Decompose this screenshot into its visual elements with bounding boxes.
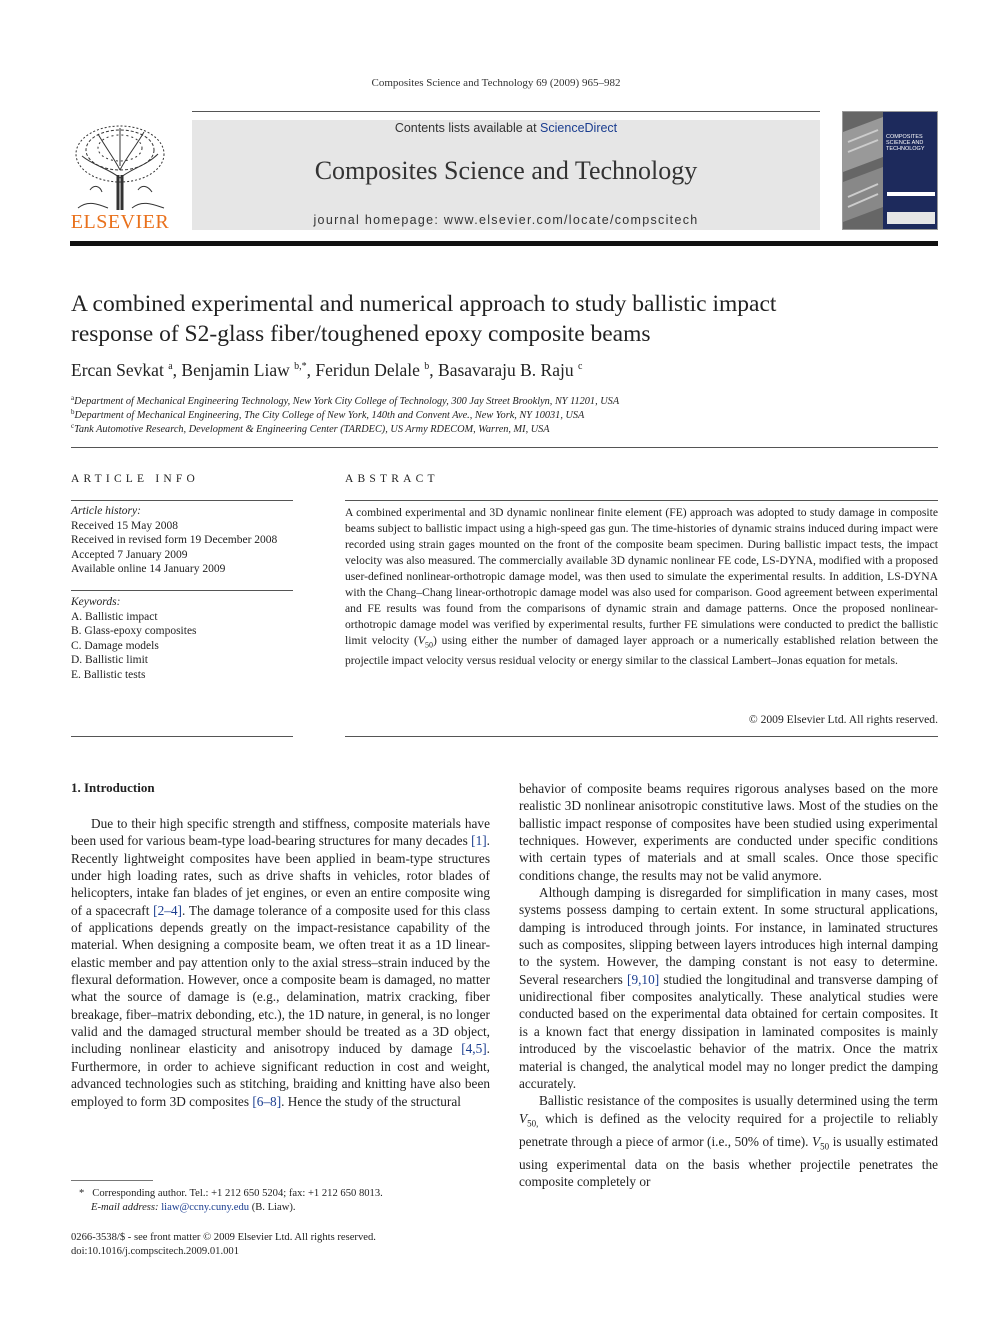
title-line-1: A combined experimental and numerical approach to study ballistic impact bbox=[71, 291, 777, 317]
affiliation-text: Department of Mechanical Engineering Technology, New York City College of Technology, 300 Jay Street Brooklyn, NY 11201, USA bbox=[74, 396, 620, 407]
intro-paragraph-1-cont: behavior of composite beams requires rigorous analyses based on the more realistic 3D nonlinear anisotropic constitutive laws. Most of the studies on the ballistic impact response of composites have been studied using experimental techniques. However, experiments are conducted under specific conditions with certain types of materials and at small scales. Once those specific conditions change, the results may not be valid anymore. bbox=[519, 781, 938, 883]
text-run: studied the longitudinal and transverse damping of unidirectional fiber composites analytically. These analytical studies were conducted based on the experimental data obtained for certain composites. It is a known fact that energy dissipation in laminated composites is mainly introduced by the viscoelastic behavior of the matrix. Once the matrix material is changed, the analytical model may no longer predict the damping accurately. bbox=[519, 971, 938, 1091]
v50-subscript: 50 bbox=[820, 1141, 830, 1152]
author-name[interactable]: Feridun Delale bbox=[315, 360, 420, 380]
journal-homepage[interactable]: journal homepage: www.elsevier.com/locate/compscitech bbox=[313, 213, 699, 227]
author-affiliation-mark: b bbox=[424, 361, 430, 372]
email-link[interactable]: liaw@ccny.cuny.edu bbox=[161, 1202, 250, 1213]
intro-paragraph-1 bbox=[71, 815, 490, 1110]
sciencedirect-link[interactable]: ScienceDirect bbox=[540, 121, 618, 135]
keywords-rule bbox=[71, 590, 293, 591]
keyword-item: C. Damage models bbox=[71, 639, 159, 652]
affiliation-mark: c bbox=[71, 422, 75, 430]
footnote-rule bbox=[71, 1180, 153, 1181]
history-label: Article history: bbox=[71, 505, 141, 517]
journal-cover-thumbnail bbox=[842, 111, 938, 230]
v50-symbol: V bbox=[519, 1110, 528, 1126]
author-affiliation-mark: b,* bbox=[294, 361, 307, 372]
author-name[interactable]: Ercan Sevkat bbox=[71, 360, 164, 380]
reference-link[interactable]: [4,5] bbox=[461, 1041, 487, 1057]
cover-title: COMPOSITES SCIENCE AND TECHNOLOGY bbox=[886, 134, 925, 152]
right-column-text bbox=[519, 780, 938, 1190]
affiliation-a bbox=[71, 394, 619, 407]
text-run: . Furthermore, in order to achieve significant reduction in cost and weight, advanced technologies such as stitching, braiding and knitting have also been employed to form 3D composites bbox=[71, 1041, 490, 1109]
footnote-mark: * bbox=[79, 1188, 85, 1199]
text-run: Although damping is disregarded for simplification in many cases, most systems possess damping to certain extent. In some structural applications, damping is introduced through joints. For instance, in laminated structures such as composites, slipping between layers introduces high internal damping to the system. However, the damping constant is not easy to determine. Several researchers bbox=[519, 885, 938, 987]
email-label: E-mail address: bbox=[91, 1202, 162, 1213]
affiliation-text: Department of Mechanical Engineering, The City College of New York, 140th and Convent Ave., New York, NY 10031, USA bbox=[74, 410, 585, 421]
journal-title: Composites Science and Technology bbox=[314, 156, 698, 185]
text-run: . The damage tolerance of a composite used for this class of applications depends greatly on the impact-resistance capability of the material. When designing a composite beam, we often treat it as a 1D linear-elastic member and pay attention only to the axial stress–strain induced by the flexural deformation. However, once a composite beam is damaged, no matter what the source of damage is (e.g., delamination, matrix cracking, fiber breakage, fiber–matrix debonding, etc.), the 1D nature, in general, is no longer valid and the damaged structural member should be treated as a 3D object, including nonlinear elasticity and anisotropy induced by damage bbox=[71, 902, 490, 1057]
footnote-text: Corresponding author. Tel.: +1 212 650 5204; fax: +1 212 650 8013. bbox=[92, 1188, 383, 1199]
author-name[interactable]: Basavaraju B. Raju bbox=[438, 360, 574, 380]
footnote-line bbox=[71, 1187, 383, 1201]
author-name[interactable]: Benjamin Liaw bbox=[181, 360, 290, 380]
v50-subscript: 50 bbox=[424, 640, 433, 650]
author-affiliation-mark: c bbox=[577, 361, 583, 372]
history-item: Received 15 May 2008 bbox=[71, 519, 178, 532]
affiliation-mark: b bbox=[71, 408, 75, 416]
reference-link[interactable]: [1] bbox=[471, 833, 487, 849]
affiliation-text: Tank Automotive Research, Development & Engineering Center (TARDEC), US Army RDECOM, Warren, MI, USA bbox=[74, 424, 550, 435]
v50-symbol: V bbox=[417, 634, 425, 647]
text-run: . Hence the study of the structural bbox=[281, 1093, 461, 1109]
v50-subscript: 50, bbox=[527, 1118, 539, 1129]
intro-paragraph-2 bbox=[519, 884, 938, 1092]
history-item: Available online 14 January 2009 bbox=[71, 563, 226, 575]
title-line-2: response of S2-glass fiber/toughened epoxy composite beams bbox=[71, 321, 651, 347]
author-affiliation-mark: a bbox=[168, 361, 173, 372]
issn-line: 0266-3538/$ - see front matter © 2009 Elsevier Ltd. All rights reserved. bbox=[71, 1232, 376, 1243]
reference-link[interactable]: [9,10] bbox=[627, 971, 660, 987]
keyword-item: A. Ballistic impact bbox=[71, 610, 158, 623]
left-column-text bbox=[71, 815, 490, 1110]
text-run: Due to their high specific strength and stiffness, composite materials have been used for various beam-type load-bearing structures for many decades bbox=[71, 816, 490, 849]
abstract-rule bbox=[345, 500, 938, 501]
email-suffix: (B. Liaw). bbox=[249, 1202, 296, 1213]
affiliation-divider bbox=[71, 447, 938, 448]
text-run: is usually estimated using experimental data on the basis whether projectile penetrates the composite completely or bbox=[519, 1133, 938, 1189]
article-history bbox=[71, 504, 293, 577]
affiliation-c bbox=[71, 422, 550, 435]
text-run: Ballistic resistance of the composites is usually determined using the term bbox=[539, 1093, 938, 1109]
journal-citation: Composites Science and Technology 69 (2009) 965–982 bbox=[371, 77, 621, 89]
abstract-body bbox=[345, 505, 938, 669]
keyword-item: D. Ballistic limit bbox=[71, 654, 148, 666]
corresponding-author-footnote bbox=[71, 1187, 383, 1215]
article-title bbox=[71, 289, 938, 349]
article-info-heading: ARTICLE INFO bbox=[71, 473, 199, 485]
elsevier-wordmark: ELSEVIER bbox=[70, 211, 170, 233]
history-item: Accepted 7 January 2009 bbox=[71, 548, 188, 561]
abstract-text-cont: ) using either the number of damaged layer approach or a numerically established relation between the projectile impact velocity versus residual velocity or energy similar to the classical Lambert–Jonas equation for metals. bbox=[345, 634, 939, 668]
contents-line bbox=[192, 121, 820, 135]
header-top-rule bbox=[192, 111, 820, 112]
affiliation-b bbox=[71, 408, 584, 421]
affiliation-mark: a bbox=[71, 394, 75, 402]
keywords bbox=[71, 595, 293, 682]
abstract-text: A combined experimental and 3D dynamic nonlinear finite element (FE) approach was adopted to study damage in composite beams subject to ballistic impact using a high-speed gas gun. The time-histories of dynamic strains induced during impact were recorded using strain gages mounted on the front of the composite beam specimen. During ballistic impact tests, the impact velocity was also measured. The commercially available 3D dynamic nonlinear FE code, LS-DYNA, modified with a proposed user-defined nonlinear-orthotropic damage model, was then used to simulate the experimental results. In addition, LS-DYNA with the Chang–Chang linear-orthotropic damage model was also used for comparison. Good agreement between experimental and FE results was found from the comparisons of dynamic strain and damage patterns. Once the proposed nonlinear-orthotropic damage model was verified by experimental results, further FE simulations were conducted to predict the ballistic limit velocity ( bbox=[345, 506, 938, 647]
footnote-email-line bbox=[71, 1201, 383, 1215]
text-run: which is defined as the velocity required for a projectile to reliably penetrate through a piece of armor (i.e., 50% of time). bbox=[519, 1110, 938, 1149]
keyword-item: B. Glass-epoxy composites bbox=[71, 625, 197, 637]
intro-paragraph-3 bbox=[519, 1092, 938, 1190]
doi-line[interactable]: doi:10.1016/j.compscitech.2009.01.001 bbox=[71, 1246, 240, 1257]
article-info-rule bbox=[71, 500, 293, 501]
abstract-bottom-rule bbox=[345, 736, 938, 737]
contents-prefix: Contents lists available at bbox=[394, 121, 541, 135]
reference-link[interactable]: [2–4] bbox=[153, 902, 182, 918]
abstract-heading: ABSTRACT bbox=[345, 473, 439, 485]
keywords-label: Keywords: bbox=[71, 596, 121, 608]
section-heading-introduction: 1. Introduction bbox=[71, 780, 155, 795]
v50-symbol: V bbox=[812, 1133, 821, 1149]
history-item: Received in revised form 19 December 2008 bbox=[71, 534, 278, 546]
reference-link[interactable]: [6–8] bbox=[252, 1093, 282, 1109]
author-list: Ercan Sevkat $^a$, Benjamin Liaw $^{b,*}$, Feridun Delale $^b$, Basavaraju B. Raju $^c$ bbox=[71, 360, 583, 380]
text-run: . Recently lightweight composites have been applied in beam-type structures under high loading rates, such as drive shafts in vehicles, rotor blades of helicopters, intake fan blades of jet engines, or even an entire composite wing of a spacecraft bbox=[71, 833, 490, 918]
keyword-item: E. Ballistic tests bbox=[71, 668, 146, 681]
article-info-bottom-rule bbox=[71, 736, 293, 737]
copyright-notice: © 2009 Elsevier Ltd. All rights reserved. bbox=[748, 713, 938, 726]
header-thick-rule bbox=[70, 241, 938, 246]
